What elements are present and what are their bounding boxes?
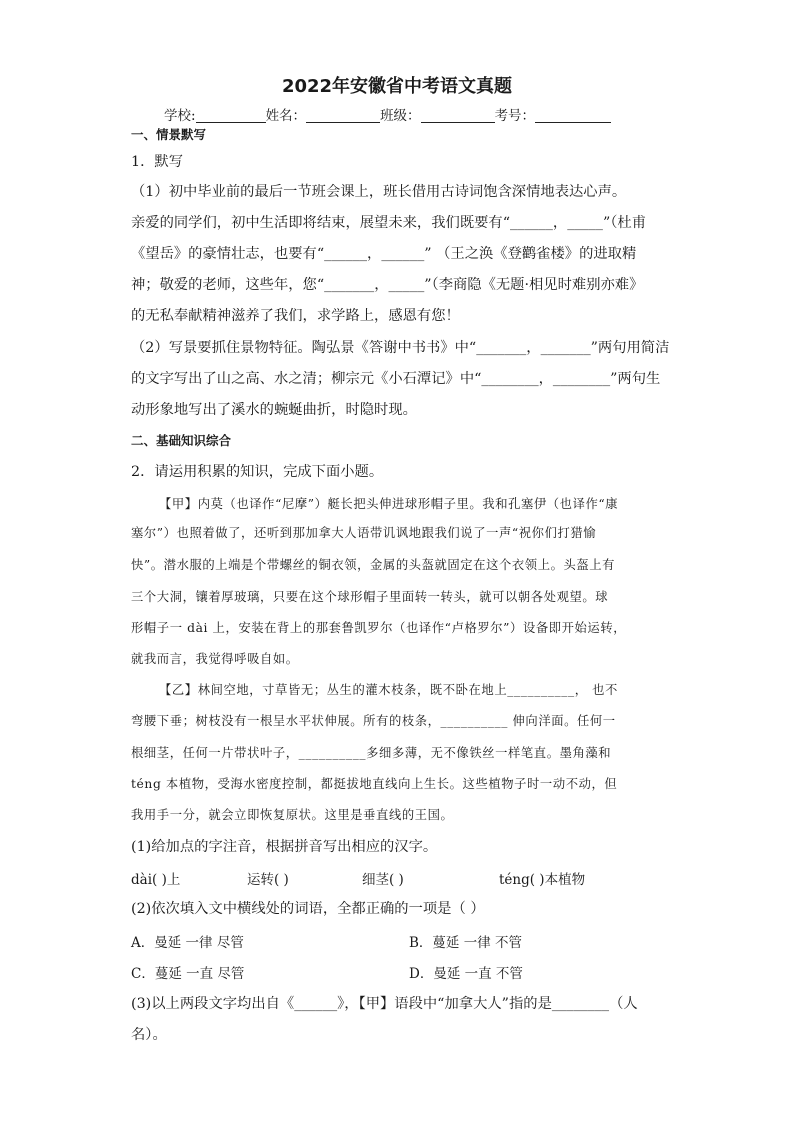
class-label: 班级： [380,108,421,124]
passage-jia-line: 塞尔”）也照着做了，还听到那加拿大人语带讥讽地跟我们说了一声“祝你们打猎愉 [131,526,597,540]
school-label: 学校: [164,108,196,124]
pinyin-item-teng: téng( )本植物 [499,872,586,888]
passage-yi-line: 我用手一分，就会立即恢复原状。这里是垂直线的王国。 [131,808,454,822]
name-label: 姓名： [265,108,307,124]
q1-text-line: （2）写景要抓住景物特征。陶弘景《答谢中书书》中“_______，_______”两句用简洁 [131,340,670,356]
passage-yi-line: téng 本植物，受海水密度控制，都挺拔地直线向上生长。这些植物子时一动不动，但 [131,777,618,791]
document-title: 2022年安徽省中考语文真题 [281,76,513,97]
school-blank[interactable] [196,108,266,123]
exam-no-blank[interactable] [535,108,611,123]
passage-yi-line: 弯腰下垂；树枝没有一根呈水平状伸展。所有的枝条，__________ 伸向洋面。任何一 [131,714,616,728]
q1-text-line: （1）初中毕业前的最后一节班会课上，班长借用古诗词饱含深情地表达心声。 [131,184,627,200]
sub-question-3-line: (3)以上两段文字均出自《______》，【甲】语段中“加拿大人”指的是________（人 [131,996,638,1012]
section-1-heading: 一、情景默写 [131,127,207,142]
option-a[interactable]: A．曼延 一律 尽管 [131,935,244,951]
sub-question-2: (2)依次填入文中横线处的词语，全都正确的一项是（ ） [131,901,485,917]
option-b[interactable]: B．蔓延 一律 不管 [409,935,523,951]
name-blank[interactable] [306,108,380,123]
pinyin-item-xijing: 细茎( ) [362,872,404,888]
passage-jia-line: 形帽子一 dài 上，安装在背上的那套鲁凯罗尔（也译作“卢格罗尔”）设备即开始运转， [131,621,627,635]
option-c[interactable]: C．蔓延 一直 尽管 [131,966,245,982]
question-1-label: 1．默写 [131,154,183,170]
passage-jia-line: 三个大洞，镶着厚玻璃，只要在这个球形帽子里面转一转头，就可以朝各处观望。球 [131,590,609,604]
q1-text-line: 的无私奉献精神滋养了我们，求学路上，感恩有您！ [131,308,460,324]
sub-question-1: (1)给加点的字注音，根据拼音写出相应的汉字。 [131,839,438,855]
question-2-label: 2．请运用积累的知识，完成下面小题。 [131,464,384,480]
class-blank[interactable] [421,108,495,123]
q1-text-line: 亲爱的同学们，初中生活即将结束，展望未来，我们既要有“______，_____”（杜甫 [131,215,647,231]
q1-text-line: 神；敬爱的老师，这些年，您“_______，_____”（李商隐《无题·相见时难别亦难》 [131,277,644,293]
passage-jia-line: 就我而言，我觉得呼吸自如。 [131,652,299,666]
passage-yi-line: 【乙】林间空地，寸草皆无；丛生的灌木枝条，既不卧在地上__________， 也不 [159,683,618,697]
exam-no-label: 考号： [494,108,536,124]
student-info-line [164,104,611,124]
q1-text-line: 动形象地写出了溪水的蜿蜒曲折，时隐时现。 [131,402,417,418]
q1-text-line: 《望岳》的豪情壮志，也要有“______，______” （王之涣《登鹳雀楼》的进取精 [131,246,637,262]
passage-jia-line: 【甲】内莫（也译作“尼摩”）艇长把头伸进球形帽子里。我和孔塞伊（也译作“康 [159,497,619,511]
option-d[interactable]: D．曼延 一直 不管 [409,966,523,982]
pinyin-item-dai: dài( )上 [131,872,181,888]
passage-jia-line: 快”。潜水服的上端是个带螺丝的铜衣领，金属的头盔就固定在这个衣领上。头盔上有 [131,558,616,572]
sub-question-3-line: 名）。 [131,1027,167,1043]
q1-text-line: 的文字写出了山之高、水之清；柳宗元《小石潭记》中“________，________”两句生 [131,371,661,387]
pinyin-item-yunzhuan: 运转( ) [247,872,289,888]
section-2-heading: 二、基础知识综合 [131,433,232,448]
passage-yi-line: 根细茎，任何一片带状叶子，__________多细多薄，无不像铁丝一样笔直。墨角藻和 [131,746,612,760]
